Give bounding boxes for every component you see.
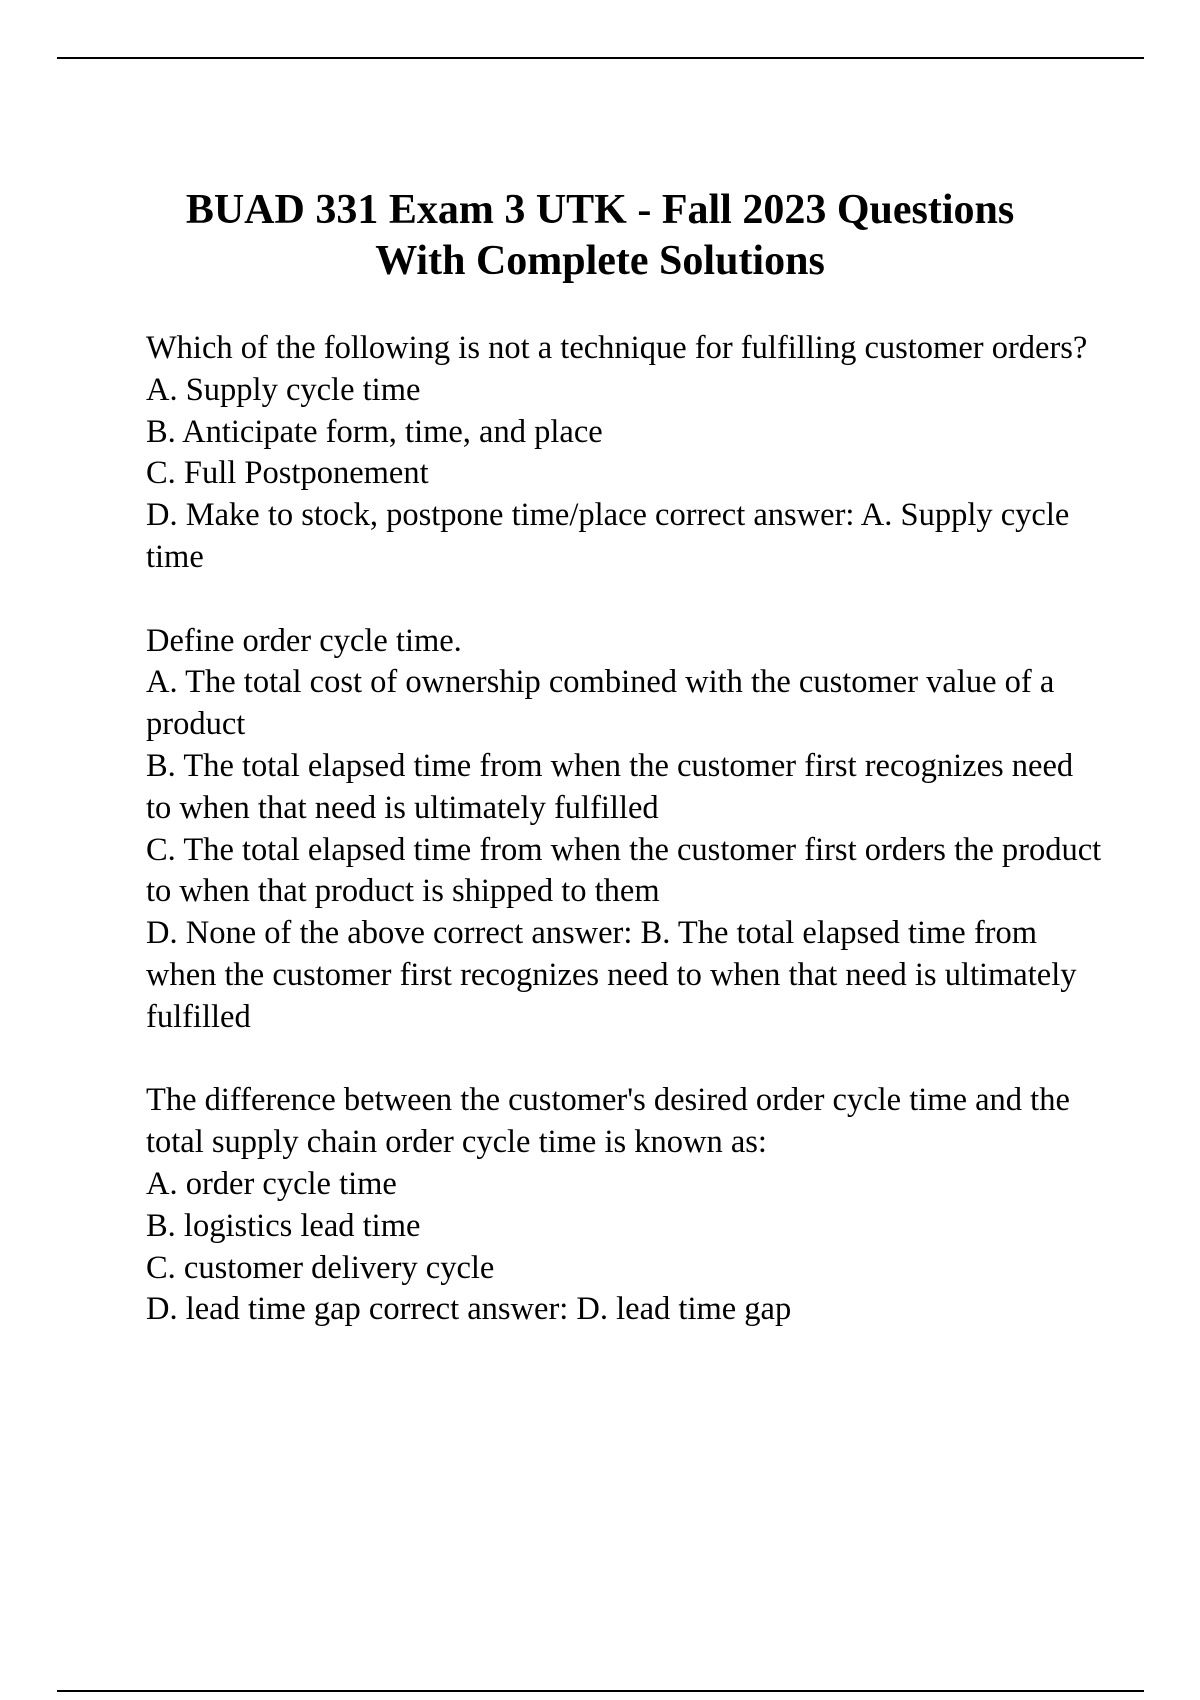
answer-option: C. Full Postponement: [146, 455, 429, 492]
title-line-1: BUAD 331 Exam 3 UTK - Fall 2023 Questions: [185, 187, 1015, 233]
top-rule: [57, 57, 1144, 59]
answer-option-with-correct-answer: D. Make to stock, postpone time/place correct answer: A. Supply cycle time: [146, 497, 1070, 575]
answer-option-with-correct-answer: D. lead time gap correct answer: D. lead time gap: [146, 1291, 792, 1328]
document-title: [100, 185, 1100, 287]
question-block: [146, 1080, 1106, 1331]
bottom-rule: [57, 1690, 1144, 1692]
answer-option: A. order cycle time: [146, 1165, 397, 1202]
answer-option: B. The total elapsed time from when the customer first recognizes need to when that need is ultimately fulfilled: [146, 747, 1074, 826]
question-block: [146, 621, 1106, 1039]
answer-option: C. The total elapsed time from when the customer first orders the product to when that product is shipped to them: [146, 831, 1102, 910]
title-line-2: With Complete Solutions: [375, 238, 825, 284]
answer-option-with-correct-answer: D. None of the above correct answer: B. The total elapsed time from when the customer first recognizes need to when that need is ultimately fulfilled: [146, 915, 1077, 1035]
question-stem: Which of the following is not a technique for fulfilling customer orders?: [146, 330, 1088, 366]
question-stem: The difference between the customer's desired order cycle time and the total supply chain order cycle time is known as:: [146, 1082, 1070, 1161]
question-stem: Define order cycle time.: [146, 622, 462, 659]
answer-option: A. The total cost of ownership combined with the customer value of a product: [146, 664, 1055, 743]
answer-option: B. logistics lead time: [146, 1207, 421, 1244]
answer-option: C. customer delivery cycle: [146, 1249, 495, 1286]
answer-option: A. Supply cycle time: [146, 371, 421, 408]
question-list: [146, 328, 1106, 1373]
question-block: [146, 328, 1106, 579]
answer-option: B. Anticipate form, time, and place: [146, 413, 603, 450]
